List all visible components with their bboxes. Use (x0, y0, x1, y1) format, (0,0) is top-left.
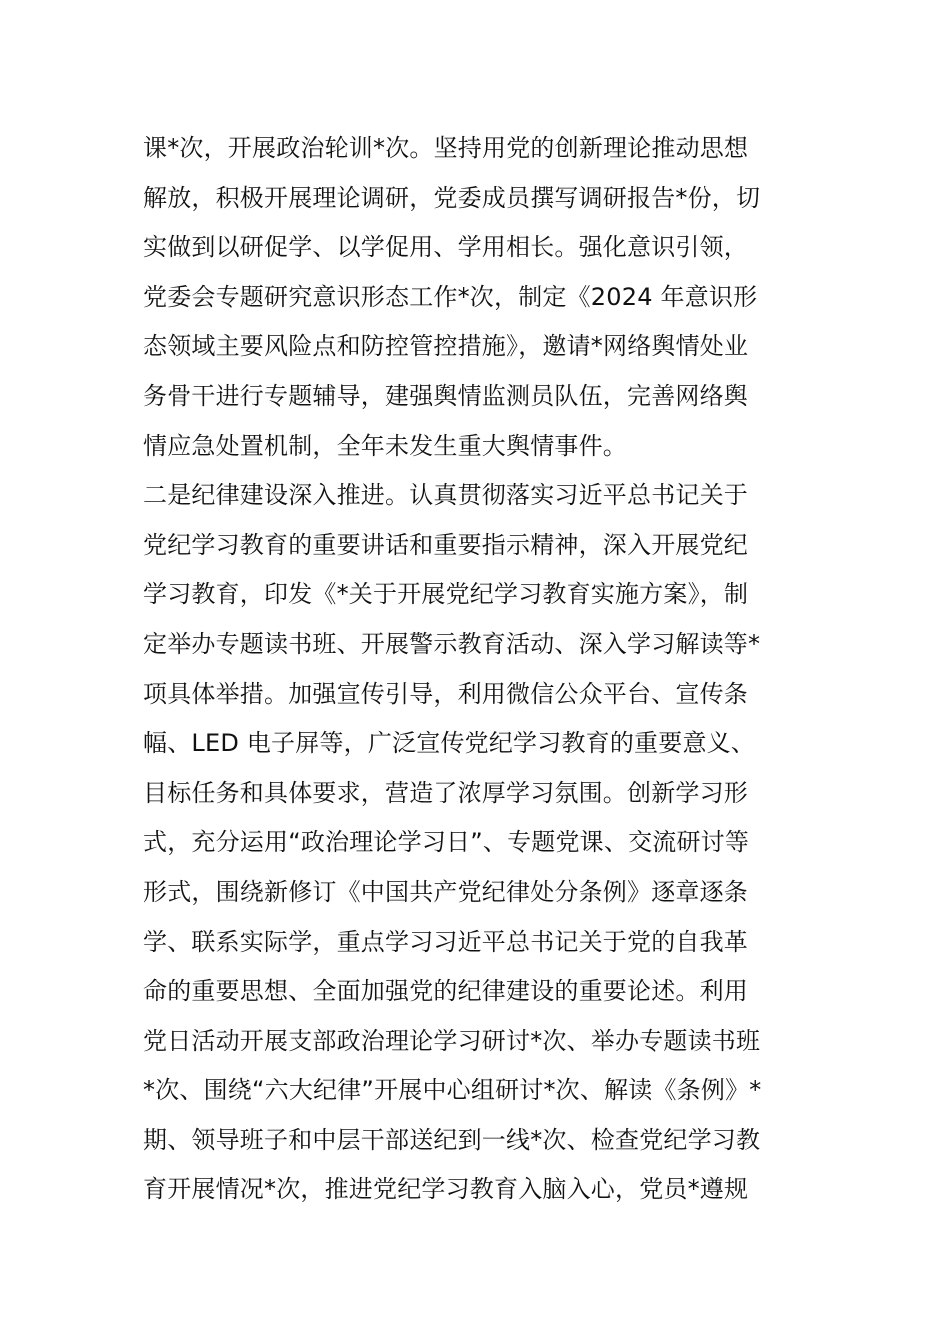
body-text (143, 124, 823, 1215)
text-line: 情应急处置机制，全年未发生重大舆情事件。 (143, 431, 627, 460)
text-line: 实做到以研促学、以学促用、学用相长。强化意识引领， (143, 233, 748, 262)
text-line: 期、领导班子和中层干部送纪到一线*次、检查党纪学习教 (143, 1125, 761, 1154)
text-line: 党日活动开展支部政治理论学习研讨*次、举办专题读书班 (143, 1026, 761, 1055)
text-line: 项具体举措。加强宣传引导，利用微信公众平台、宣传条 (143, 679, 748, 708)
text-line: 态领域主要风险点和防控管控措施》，邀请*网络舆情处业 (143, 332, 749, 361)
text-line: 定举办专题读书班、开展警示教育活动、深入学习解读等* (143, 629, 761, 658)
text-line: 学习教育，印发《*关于开展党纪学习教育实施方案》，制 (143, 580, 749, 609)
text-line: 课*次，开展政治轮训*次。坚持用党的创新理论推动思想 (143, 134, 749, 162)
text-line: 幅、LED 电子屏等，广泛宣传党纪学习教育的重要意义、 (143, 729, 756, 758)
text-line: *次、围绕“六大纪律”开展中心组研讨*次、解读《条例》* (143, 1076, 762, 1105)
text-line: 形式，围绕新修订《中国共产党纪律处分条例》逐章逐条 (143, 877, 748, 906)
text-line: 二是纪律建设深入推进。认真贯彻落实习近平总书记关于 (143, 481, 748, 510)
text-line: 党纪学习教育的重要讲话和重要指示精神，深入开展党纪 (143, 530, 748, 559)
text-line: 式，充分运用“政治理论学习日”、专题党课、交流研讨等 (143, 828, 750, 857)
text-line: 解放，积极开展理论调研，党委成员撰写调研报告*份，切 (143, 183, 761, 212)
text-line: 目标任务和具体要求，营造了浓厚学习氛围。创新学习形 (143, 778, 748, 807)
text-line: 命的重要思想、全面加强党的纪律建设的重要论述。利用 (143, 977, 748, 1006)
text-line: 学、联系实际学，重点学习习近平总书记关于党的自我革 (143, 927, 748, 956)
text-line: 育开展情况*次，推进党纪学习教育入脑入心，党员*遵规 (143, 1175, 749, 1204)
text-line: 务骨干进行专题辅导，建强舆情监测员队伍，完善网络舆 (143, 381, 748, 410)
text-line: 党委会专题研究意识形态工作*次，制定《2024 年意识形 (143, 282, 758, 311)
